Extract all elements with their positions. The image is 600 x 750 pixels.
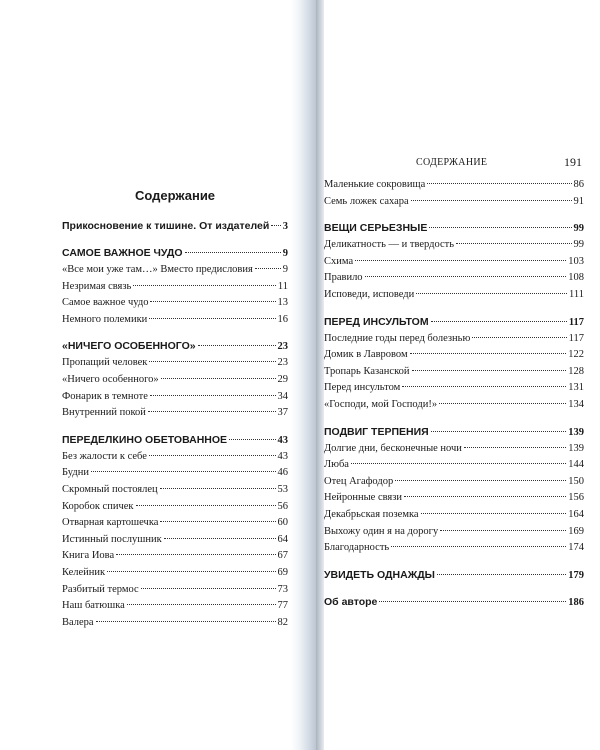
- toc-entry-title: «Ничего особенного»: [62, 373, 159, 385]
- toc-title: Содержание: [134, 188, 216, 203]
- toc-entry: [324, 177, 584, 194]
- toc-entry-title: Книга Иова: [62, 550, 115, 562]
- toc-entry: [324, 287, 584, 304]
- toc-entry-title: ПОДВИГ ТЕРПЕНИЯ: [324, 425, 429, 438]
- right-toc-list: [324, 177, 584, 611]
- toc-entry-title: Нейронные связи: [324, 492, 403, 504]
- running-head-title: СОДЕРЖАНИЕ: [416, 157, 488, 168]
- dot-leader: [404, 496, 566, 497]
- toc-entry-title: Домик в Лавровом: [324, 349, 408, 361]
- toc-entry-page: 69: [277, 566, 288, 578]
- toc-entry-page: 134: [568, 398, 584, 410]
- toc-entry-page: 11: [277, 280, 288, 292]
- toc-heading: [62, 217, 288, 235]
- toc-entry-title: Схима: [324, 255, 354, 267]
- toc-section: [62, 431, 288, 632]
- dot-leader: [429, 227, 571, 228]
- toc-entry-title: Отец Агафодор: [324, 475, 394, 487]
- dot-leader: [391, 546, 566, 547]
- toc-heading: [62, 337, 288, 355]
- toc-entry-page: 43: [277, 434, 288, 446]
- toc-entry-title: Коробок спичек: [62, 500, 134, 512]
- toc-entry-page: 29: [277, 373, 288, 385]
- dot-leader: [160, 521, 275, 522]
- toc-section: [324, 566, 584, 584]
- toc-entry-title: Об авторе: [324, 595, 378, 608]
- toc-entry-page: 117: [568, 332, 584, 344]
- dot-leader: [395, 480, 566, 481]
- dot-leader: [437, 574, 566, 575]
- toc-entry-page: 139: [568, 426, 584, 438]
- toc-entry-page: 186: [568, 596, 584, 608]
- toc-entry: [62, 515, 288, 532]
- dot-leader: [472, 337, 566, 338]
- toc-heading: [324, 566, 584, 584]
- dot-leader: [161, 378, 276, 379]
- left-toc-list: [62, 217, 288, 631]
- toc-entry-page: 169: [568, 525, 584, 537]
- dot-leader: [427, 183, 571, 184]
- toc-heading: [324, 423, 584, 441]
- toc-entry-page: 179: [568, 569, 584, 581]
- toc-entry: [324, 524, 584, 541]
- toc-entry-page: 122: [568, 349, 584, 361]
- dot-leader: [412, 370, 567, 371]
- toc-entry-page: 128: [568, 365, 584, 377]
- toc-entry: [324, 364, 584, 381]
- dot-leader: [255, 268, 281, 269]
- toc-entry-title: Самое важное чудо: [62, 297, 149, 309]
- toc-entry: [62, 548, 288, 565]
- toc-entry: [324, 270, 584, 287]
- toc-entry-title: ПЕРЕД ИНСУЛЬТОМ: [324, 315, 429, 328]
- toc-entry-page: 150: [568, 475, 584, 487]
- toc-entry-page: 60: [277, 517, 288, 529]
- dot-leader: [402, 386, 566, 387]
- toc-entry-page: 144: [568, 459, 584, 471]
- dot-leader: [149, 361, 275, 362]
- toc-entry-page: 23: [277, 357, 288, 369]
- toc-entry: [62, 449, 288, 466]
- toc-entry-title: Перед инсультом: [324, 382, 401, 394]
- toc-entry-page: 64: [277, 533, 288, 545]
- toc-section: [62, 337, 288, 421]
- toc-entry: [62, 312, 288, 329]
- toc-entry: [62, 355, 288, 372]
- toc-entry-page: 174: [568, 542, 584, 554]
- dot-leader: [229, 439, 275, 440]
- toc-entry-title: Декабрьская поземка: [324, 508, 419, 520]
- toc-entry: [62, 405, 288, 422]
- toc-entry-page: 46: [277, 467, 288, 479]
- toc-entry-title: Фонарик в темноте: [62, 390, 148, 402]
- toc-entry: [324, 490, 584, 507]
- toc-entry-page: 117: [568, 316, 584, 328]
- toc-entry-page: 156: [568, 492, 584, 504]
- toc-entry-page: 108: [568, 272, 584, 284]
- toc-entry-page: 3: [282, 221, 288, 232]
- dot-leader: [431, 431, 567, 432]
- toc-entry-title: Незримая связь: [62, 280, 132, 292]
- dot-leader: [198, 345, 276, 346]
- dot-leader: [148, 411, 276, 412]
- toc-section: [324, 593, 584, 611]
- toc-entry-title: Немного полемики: [62, 313, 148, 325]
- toc-entry-page: 9: [282, 248, 288, 259]
- toc-entry: [324, 397, 584, 414]
- toc-entry: [324, 254, 584, 271]
- toc-entry-title: Валера: [62, 616, 94, 628]
- toc-entry-title: Отварная картошечка: [62, 517, 159, 529]
- toc-entry-page: 13: [277, 297, 288, 309]
- toc-entry-title: ПЕРЕДЕЛКИНО ОБЕТОВАННОЕ: [62, 433, 228, 446]
- dot-leader: [149, 455, 276, 456]
- toc-entry: [62, 389, 288, 406]
- left-page: [62, 155, 288, 640]
- toc-entry-title: Внутренний покой: [62, 407, 146, 419]
- dot-leader: [411, 200, 572, 201]
- toc-entry-page: 34: [277, 390, 288, 402]
- toc-entry-title: Наш батюшка: [62, 600, 125, 612]
- toc-entry-page: 139: [568, 442, 584, 454]
- toc-entry: [62, 532, 288, 549]
- toc-entry-title: Выхожу один я на дорогу: [324, 525, 439, 537]
- right-page: [324, 155, 584, 620]
- toc-entry-title: Будни: [62, 467, 89, 479]
- toc-entry-page: 9: [282, 264, 288, 275]
- dot-leader: [91, 471, 276, 472]
- dot-leader: [464, 447, 566, 448]
- dot-leader: [355, 260, 566, 261]
- toc-entry: [324, 380, 584, 397]
- toc-entry: [62, 262, 288, 279]
- toc-entry-page: 103: [568, 255, 584, 267]
- dot-leader: [107, 571, 275, 572]
- book-spine-shadow: [316, 0, 324, 750]
- toc-section: [324, 177, 584, 210]
- toc-entry: [62, 482, 288, 499]
- toc-entry-title: САМОЕ ВАЖНОЕ ЧУДО: [62, 247, 183, 259]
- toc-entry-title: Деликатность — и твердость: [324, 239, 455, 251]
- toc-entry-title: Исповеди, исповеди: [324, 288, 415, 300]
- toc-entry-title: Без жалости к себе: [62, 450, 147, 462]
- toc-entry-title: Разбитый термос: [62, 583, 139, 595]
- toc-entry: [62, 582, 288, 599]
- dot-leader: [150, 395, 276, 396]
- toc-entry: [62, 615, 288, 632]
- toc-entry: [62, 465, 288, 482]
- toc-entry: [324, 474, 584, 491]
- toc-entry-title: Истинный послушник: [62, 533, 162, 545]
- toc-entry: [324, 237, 584, 254]
- toc-entry-title: Семь ложек сахара: [324, 195, 409, 207]
- toc-heading: [62, 244, 288, 262]
- toc-entry-title: «Господи, мой Господи!»: [324, 398, 438, 410]
- dot-leader: [431, 321, 567, 322]
- toc-entry: [62, 598, 288, 615]
- dot-leader: [416, 293, 567, 294]
- toc-entry: [62, 565, 288, 582]
- toc-entry-page: 16: [277, 313, 288, 325]
- dot-leader: [379, 601, 566, 602]
- toc-entry-title: Правило: [324, 272, 363, 284]
- dot-leader: [185, 252, 281, 253]
- toc-entry: [324, 540, 584, 557]
- dot-leader: [149, 318, 275, 319]
- toc-entry: [324, 194, 584, 211]
- running-head: [324, 155, 584, 171]
- toc-section: [62, 217, 288, 235]
- toc-entry-page: 99: [573, 223, 584, 235]
- toc-entry-page: 164: [568, 508, 584, 520]
- dot-leader: [456, 243, 571, 244]
- toc-section: [62, 244, 288, 328]
- toc-entry-title: Маленькие сокровища: [324, 179, 426, 190]
- toc-entry-page: 82: [277, 616, 288, 628]
- toc-entry-page: 43: [277, 450, 288, 462]
- toc-section: [324, 313, 584, 414]
- toc-section: [324, 219, 584, 303]
- toc-heading: [324, 219, 584, 237]
- toc-entry: [324, 507, 584, 524]
- toc-entry-title: Скромный постоялец: [62, 483, 158, 495]
- toc-entry: [62, 279, 288, 296]
- dot-leader: [410, 353, 567, 354]
- toc-entry: [62, 295, 288, 312]
- toc-entry-title: Последние годы перед болезнью: [324, 332, 471, 344]
- dot-leader: [164, 538, 276, 539]
- toc-entry-title: Прикосновение к тишине. От издателей: [62, 220, 270, 232]
- dot-leader: [141, 588, 276, 589]
- toc-entry-title: Тропарь Казанской: [324, 365, 410, 377]
- dot-leader: [421, 513, 567, 514]
- toc-entry-title: Долгие дни, бесконечные ночи: [324, 442, 462, 454]
- dot-leader: [133, 285, 276, 286]
- toc-entry: [62, 372, 288, 389]
- toc-heading: [62, 431, 288, 449]
- page-number: 191: [564, 155, 582, 169]
- toc-entry-page: 131: [568, 382, 584, 394]
- toc-entry: [62, 499, 288, 516]
- toc-entry-page: 86: [573, 179, 584, 190]
- toc-entry-title: ВЕЩИ СЕРЬЕЗНЫЕ: [324, 222, 428, 235]
- toc-entry-page: 91: [573, 195, 584, 207]
- dot-leader: [271, 225, 280, 226]
- dot-leader: [150, 301, 275, 302]
- toc-entry: [324, 347, 584, 364]
- toc-entry: [324, 441, 584, 458]
- toc-entry-title: Келейник: [62, 566, 106, 578]
- dot-leader: [439, 403, 566, 404]
- book-spine: [291, 0, 317, 750]
- dot-leader: [116, 554, 275, 555]
- toc-entry-title: «Все мои уже там…» Вместо предисловия: [62, 264, 253, 275]
- toc-entry-title: Люба: [324, 459, 349, 471]
- toc-entry-page: 77: [277, 600, 288, 612]
- toc-heading: [324, 313, 584, 331]
- toc-entry-page: 53: [277, 483, 288, 495]
- dot-leader: [351, 463, 566, 464]
- dot-leader: [127, 604, 276, 605]
- toc-entry-page: 111: [569, 288, 584, 300]
- dot-leader: [96, 621, 276, 622]
- toc-entry-page: 99: [573, 239, 584, 251]
- dot-leader: [365, 276, 567, 277]
- toc-entry-title: Благодарность: [324, 542, 390, 554]
- toc-entry-page: 73: [277, 583, 288, 595]
- toc-section: [324, 423, 584, 557]
- toc-entry-title: УВИДЕТЬ ОДНАЖДЫ: [324, 568, 435, 581]
- toc-entry-title: Пропащий человек: [62, 357, 148, 369]
- toc-entry-page: 37: [277, 407, 288, 419]
- dot-leader: [136, 505, 276, 506]
- toc-entry: [324, 457, 584, 474]
- toc-entry-page: 67: [277, 550, 288, 562]
- toc-entry-page: 56: [277, 500, 288, 512]
- toc-entry: [324, 331, 584, 348]
- toc-entry-page: 23: [277, 341, 288, 353]
- dot-leader: [160, 488, 276, 489]
- dot-leader: [440, 530, 566, 531]
- toc-heading: [324, 593, 584, 611]
- toc-entry-title: «НИЧЕГО ОСОБЕННОГО»: [62, 340, 196, 353]
